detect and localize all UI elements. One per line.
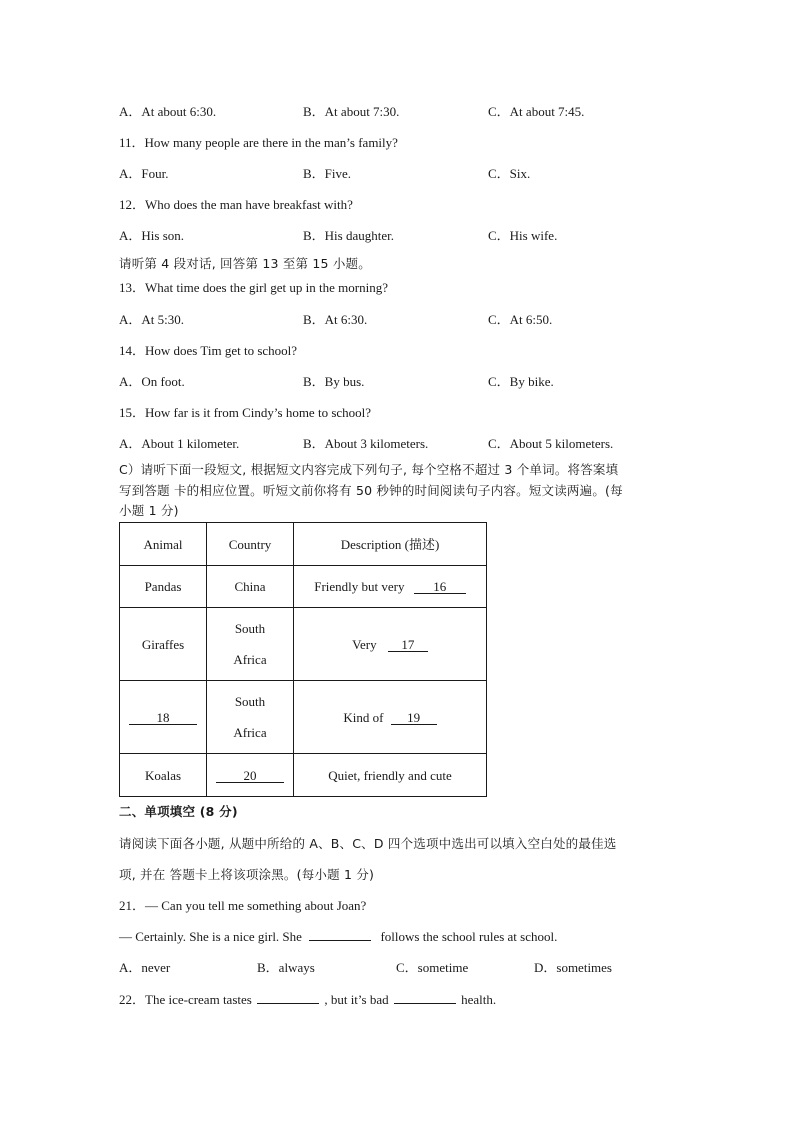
q11-option-b: B．Five. (303, 166, 352, 181)
header-animal: Animal (120, 523, 207, 566)
q22-blank-2[interactable] (394, 1003, 456, 1004)
q10-option-a: A．At about 6:30. (119, 104, 217, 119)
q22-part1: 22．The ice-cream tastes (119, 992, 252, 1007)
q12-stem: 12．Who does the man have breakfast with? (119, 197, 353, 212)
q21-reply-suffix: follows the school rules at school. (380, 929, 558, 944)
q21-stem: 21．— Can you tell me something about Joan? (119, 898, 367, 913)
q10-option-b: B．At about 7:30. (303, 104, 400, 119)
table-row (120, 608, 487, 681)
q14-option-b: B．By bus. (303, 374, 365, 389)
partc-instruction-line1: C）请听下面一段短文, 根据短文内容完成下列句子, 每个空格不超过 3 个单词。将答案填 (119, 462, 619, 477)
country-line2: Africa (233, 725, 267, 740)
q21-option-d: D．sometimes (534, 960, 612, 975)
description-text: Friendly but very (314, 579, 405, 594)
cell-country (207, 754, 294, 797)
q21-reply-prefix: — Certainly. She is a nice girl. She (119, 929, 302, 944)
description-text: Very (352, 636, 377, 652)
q14-stem: 14．How does Tim get to school? (119, 343, 298, 358)
description-text: Kind of (343, 709, 384, 725)
q15-option-b: B．About 3 kilometers. (303, 436, 429, 451)
blank-19[interactable]: 19 (391, 711, 437, 725)
q11-option-c: C．Six. (488, 166, 531, 181)
table-row (120, 566, 487, 608)
q22-part2: , but it’s bad (324, 992, 389, 1007)
q12-option-a: A．His son. (119, 228, 185, 243)
section2-heading: 二、单项填空 (8 分) (119, 804, 238, 819)
q12-option-c: C．His wife. (488, 228, 558, 243)
q15-option-a: A．About 1 kilometer. (119, 436, 240, 451)
header-description: Description (描述) (294, 523, 487, 566)
partc-instruction-line2: 写到答题 卡的相应位置。听短文前你将有 50 秒钟的时间阅读句子内容。短文读两遍。(每 (119, 483, 623, 498)
q11-stem: 11．How many people are there in the man’s family? (119, 135, 398, 150)
q15-option-c: C．About 5 kilometers. (488, 436, 614, 451)
table-header-row (120, 523, 487, 566)
table-row (120, 754, 487, 797)
cell-description (294, 608, 487, 681)
q13-stem: 13．What time does the girl get up in the morning? (119, 280, 388, 295)
q22-part3: health. (461, 992, 497, 1007)
q22-blank-1[interactable] (257, 1003, 319, 1004)
blank-18[interactable]: 18 (129, 711, 197, 725)
country-line1: South (234, 621, 266, 636)
blank-16[interactable]: 16 (414, 580, 466, 594)
section2-instruction-line2: 项, 并在 答题卡上将该项涂黑。(每小题 1 分) (119, 867, 375, 882)
cell-animal: Koalas (120, 754, 207, 797)
q22-stem (119, 992, 496, 1008)
cell-description (294, 566, 487, 608)
header-country: Country (207, 523, 294, 566)
country-line1: South (234, 694, 266, 709)
q21-reply (119, 929, 557, 945)
section2-instruction-line1: 请阅读下面各小题, 从题中所给的 A、B、C、D 四个选项中选出可以填入空白处的最佳选 (119, 836, 617, 851)
cell-animal: Pandas (120, 566, 207, 608)
q21-option-a: A．never (119, 960, 171, 975)
q13-option-c: C．At 6:50. (488, 312, 553, 327)
q13-option-a: A．At 5:30. (119, 312, 185, 327)
blank-20[interactable]: 20 (216, 769, 284, 783)
cell-country (207, 608, 294, 681)
cell-description: Quiet, friendly and cute (294, 754, 487, 797)
cell-country (207, 681, 294, 754)
partc-instruction-line3: 小题 1 分) (119, 503, 179, 518)
cell-animal: Giraffes (120, 608, 207, 681)
country-line2: Africa (233, 652, 267, 667)
q10-option-c: C．At about 7:45. (488, 104, 585, 119)
cell-description (294, 681, 487, 754)
q12-option-b: B．His daughter. (303, 228, 394, 243)
animal-table (119, 522, 487, 797)
blank-17[interactable]: 17 (388, 638, 428, 652)
q11-option-a: A．Four. (119, 166, 169, 181)
table-row (120, 681, 487, 754)
q21-option-b: B．always (257, 960, 315, 975)
section4-instruction: 请听第 4 段对话, 回答第 13 至第 15 小题。 (119, 256, 371, 271)
q14-option-a: A．On foot. (119, 374, 185, 389)
q21-blank[interactable] (309, 940, 371, 941)
q21-option-c: C．sometime (396, 960, 469, 975)
cell-animal (120, 681, 207, 754)
q13-option-b: B．At 6:30. (303, 312, 368, 327)
q15-stem: 15．How far is it from Cindy’s home to school? (119, 405, 372, 420)
q14-option-c: C．By bike. (488, 374, 554, 389)
cell-country: China (207, 566, 294, 608)
